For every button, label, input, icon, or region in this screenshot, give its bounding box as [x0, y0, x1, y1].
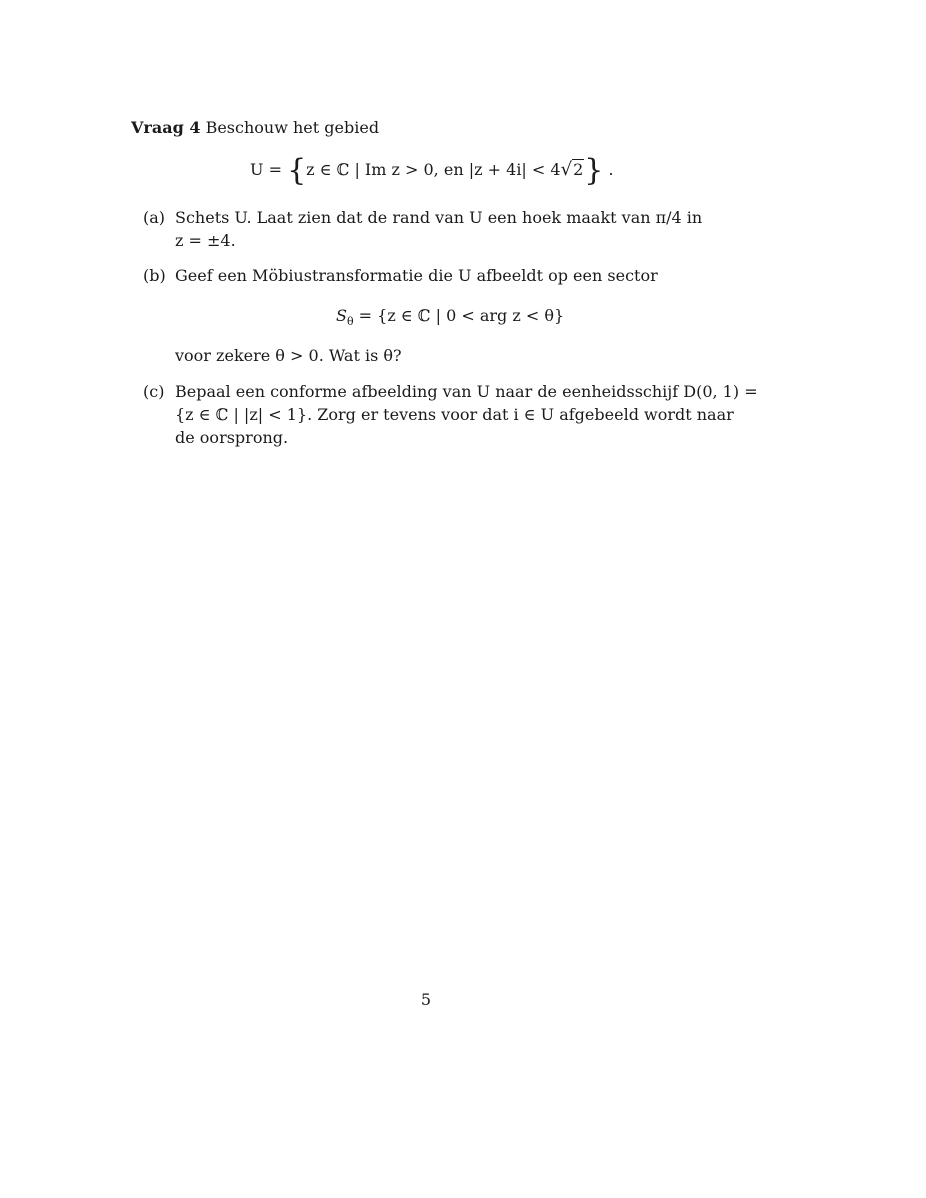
part-a-label: (a): [143, 208, 166, 227]
right-brace: }: [584, 153, 604, 188]
sqrt-sign: √2: [560, 159, 584, 180]
part-c-line-2: {z ∈ ℂ | |z| < 1}. Zorg er tevens voor dat i ∈ U afgebeeld wordt naar: [175, 405, 734, 424]
part-a-line-1: Schets U. Laat zien dat de rand van U een hoek maakt van π/4 in: [175, 208, 703, 227]
formula-U-set-start: z ∈ ℂ | Im z > 0,: [306, 160, 439, 179]
formula-S-rest: = {z ∈ ℂ | 0 < arg z < θ}: [353, 306, 565, 325]
part-a-line-2: z = ±4.: [175, 231, 236, 250]
part-c-line-1: Bepaal een conforme afbeelding van U naar de eenheidsschijf D(0, 1) =: [175, 382, 758, 401]
formula-S: S: [336, 306, 347, 325]
part-b-after: voor zekere θ > 0. Wat is θ?: [175, 346, 402, 365]
formula-U-condition: |z + 4i| < 4: [468, 160, 561, 179]
formula-U-lhs: U =: [250, 160, 282, 179]
formula-S-theta: [336, 304, 564, 333]
left-brace: {: [287, 153, 307, 188]
formula-U-end: .: [608, 160, 614, 179]
page-number: 5: [420, 990, 432, 1009]
part-b-line-1: Geef een Möbiustransformatie die U afbeeldt op een sector: [175, 266, 658, 285]
question-heading-line: [131, 116, 379, 139]
part-c-label: (c): [143, 382, 165, 401]
sqrt-radicand: 2: [573, 160, 584, 179]
part-b-label: (b): [143, 266, 166, 285]
formula-S-subscript: θ: [346, 315, 354, 329]
question-number: Vraag 4: [131, 118, 201, 137]
formula-U-en: en: [443, 160, 464, 179]
formula-U: [250, 155, 614, 186]
part-c-line-3: de oorsprong.: [175, 428, 289, 447]
question-intro: Beschouw het gebied: [205, 118, 380, 137]
